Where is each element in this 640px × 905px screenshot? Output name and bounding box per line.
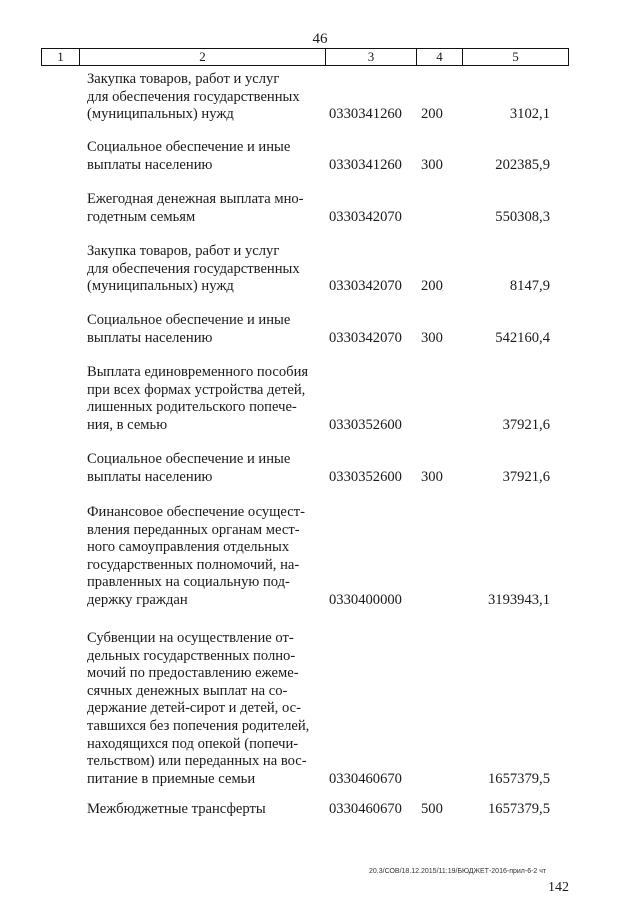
row-description-line: правленных на социальную под- bbox=[87, 574, 290, 591]
footer-stamp: 20.3/СОВ/18.12.2015/11:19/БЮДЖЕТ-2016-прил-6-2 чт bbox=[369, 868, 547, 875]
row-amount: 550308,3 bbox=[495, 208, 550, 225]
row-description-line: выплаты населению bbox=[87, 468, 213, 485]
row-code: 0330460670 bbox=[329, 801, 402, 817]
row-code: 0330342070 bbox=[329, 329, 402, 346]
row-description-line: Закупка товаров, работ и услуг bbox=[87, 71, 280, 87]
row-code: 0330352600 bbox=[329, 468, 402, 485]
row-amount: 3102,1 bbox=[509, 106, 550, 123]
row-description-line: ного самоуправления отдельных bbox=[87, 539, 290, 556]
column-header-1: 1 bbox=[42, 49, 80, 66]
row-amount: 8147,9 bbox=[509, 278, 550, 295]
row-code: 0330460670 bbox=[329, 770, 402, 787]
row-code: 0330342070 bbox=[329, 208, 402, 225]
row-description-line: Ежегодная денежная выплата мно- bbox=[87, 191, 304, 207]
row-description-line: для обеспечения государственных bbox=[87, 88, 300, 105]
row-description-line: тельством) или переданных на вос- bbox=[87, 753, 307, 770]
row-description bbox=[87, 191, 318, 226]
row-description-line: Закупка товаров, работ и услуг bbox=[87, 243, 280, 259]
row-description-line: ния, в семью bbox=[87, 416, 168, 433]
row-description-line: Социальное обеспечение и иные bbox=[87, 312, 291, 328]
row-code: 0330352600 bbox=[329, 416, 402, 433]
row-description-line: сячных денежных выплат на со- bbox=[87, 682, 288, 699]
row-description-line: держку граждан bbox=[87, 591, 188, 608]
row-description-line: тавшихся без попечения родителей, bbox=[87, 717, 310, 734]
column-header-5: 5 bbox=[463, 49, 569, 66]
row-expense-type: 200 bbox=[421, 106, 443, 123]
row-description-line: лишенных родительского попече- bbox=[87, 399, 297, 416]
row-description bbox=[87, 364, 318, 434]
row-code: 0330342070 bbox=[329, 278, 402, 295]
row-amount: 3193943,1 bbox=[487, 592, 550, 608]
row-description bbox=[87, 504, 318, 610]
row-description-line: находящихся под опекой (попечи- bbox=[87, 735, 299, 752]
row-description-line: Межбюджетные трансферты bbox=[87, 801, 266, 817]
row-expense-type: 300 bbox=[421, 156, 443, 173]
row-amount: 37921,6 bbox=[502, 468, 550, 485]
row-description bbox=[87, 801, 318, 819]
row-description-line: держание детей-сирот и детей, ос- bbox=[87, 700, 301, 717]
page-number: 46 bbox=[312, 31, 328, 47]
row-description-line: Финансовое обеспечение осущест- bbox=[87, 504, 305, 520]
row-amount: 542160,4 bbox=[495, 329, 550, 346]
column-header-3: 3 bbox=[326, 49, 417, 66]
row-expense-type: 500 bbox=[421, 801, 443, 817]
row-expense-type: 300 bbox=[421, 468, 443, 485]
row-description-line: питание в приемные семьи bbox=[87, 770, 256, 787]
footer-page-number: 142 bbox=[548, 880, 569, 895]
row-description-line: дельных государственных полно- bbox=[87, 647, 296, 664]
row-description bbox=[87, 312, 318, 347]
row-description-line: вления переданных органам мест- bbox=[87, 521, 300, 538]
row-code: 0330400000 bbox=[329, 592, 402, 608]
row-description-line: для обеспечения государственных bbox=[87, 260, 300, 277]
row-description bbox=[87, 451, 318, 486]
row-code: 0330341260 bbox=[329, 156, 402, 173]
row-description-line: Субвенции на осуществление от- bbox=[87, 630, 294, 646]
row-description-line: Социальное обеспечение и иные bbox=[87, 451, 291, 467]
row-description-line: (муниципальных) нужд bbox=[87, 106, 234, 123]
row-amount: 1657379,5 bbox=[487, 801, 550, 817]
row-expense-type: 300 bbox=[421, 329, 443, 346]
row-description-line: (муниципальных) нужд bbox=[87, 278, 234, 295]
row-description-line: выплаты населению bbox=[87, 329, 213, 346]
row-description-line: государственных полномочий, на- bbox=[87, 556, 300, 573]
row-expense-type: 200 bbox=[421, 278, 443, 295]
column-header-2: 2 bbox=[80, 49, 326, 66]
row-code: 0330341260 bbox=[329, 106, 402, 123]
row-description bbox=[87, 243, 318, 296]
row-amount: 1657379,5 bbox=[487, 770, 550, 787]
row-amount: 202385,9 bbox=[495, 156, 550, 173]
row-amount: 37921,6 bbox=[502, 416, 550, 433]
column-header-4: 4 bbox=[417, 49, 463, 66]
row-description-line: годетным семьям bbox=[87, 208, 196, 225]
row-description bbox=[87, 71, 318, 124]
row-description-line: Социальное обеспечение и иные bbox=[87, 139, 291, 155]
row-description-line: при всех формах устройства детей, bbox=[87, 381, 306, 398]
row-description bbox=[87, 139, 318, 174]
row-description bbox=[87, 630, 318, 788]
row-description-line: выплаты населению bbox=[87, 156, 213, 173]
row-description-line: Выплата единовременного пособия bbox=[87, 364, 309, 380]
row-description-line: мочий по предоставлению ежеме- bbox=[87, 665, 299, 682]
